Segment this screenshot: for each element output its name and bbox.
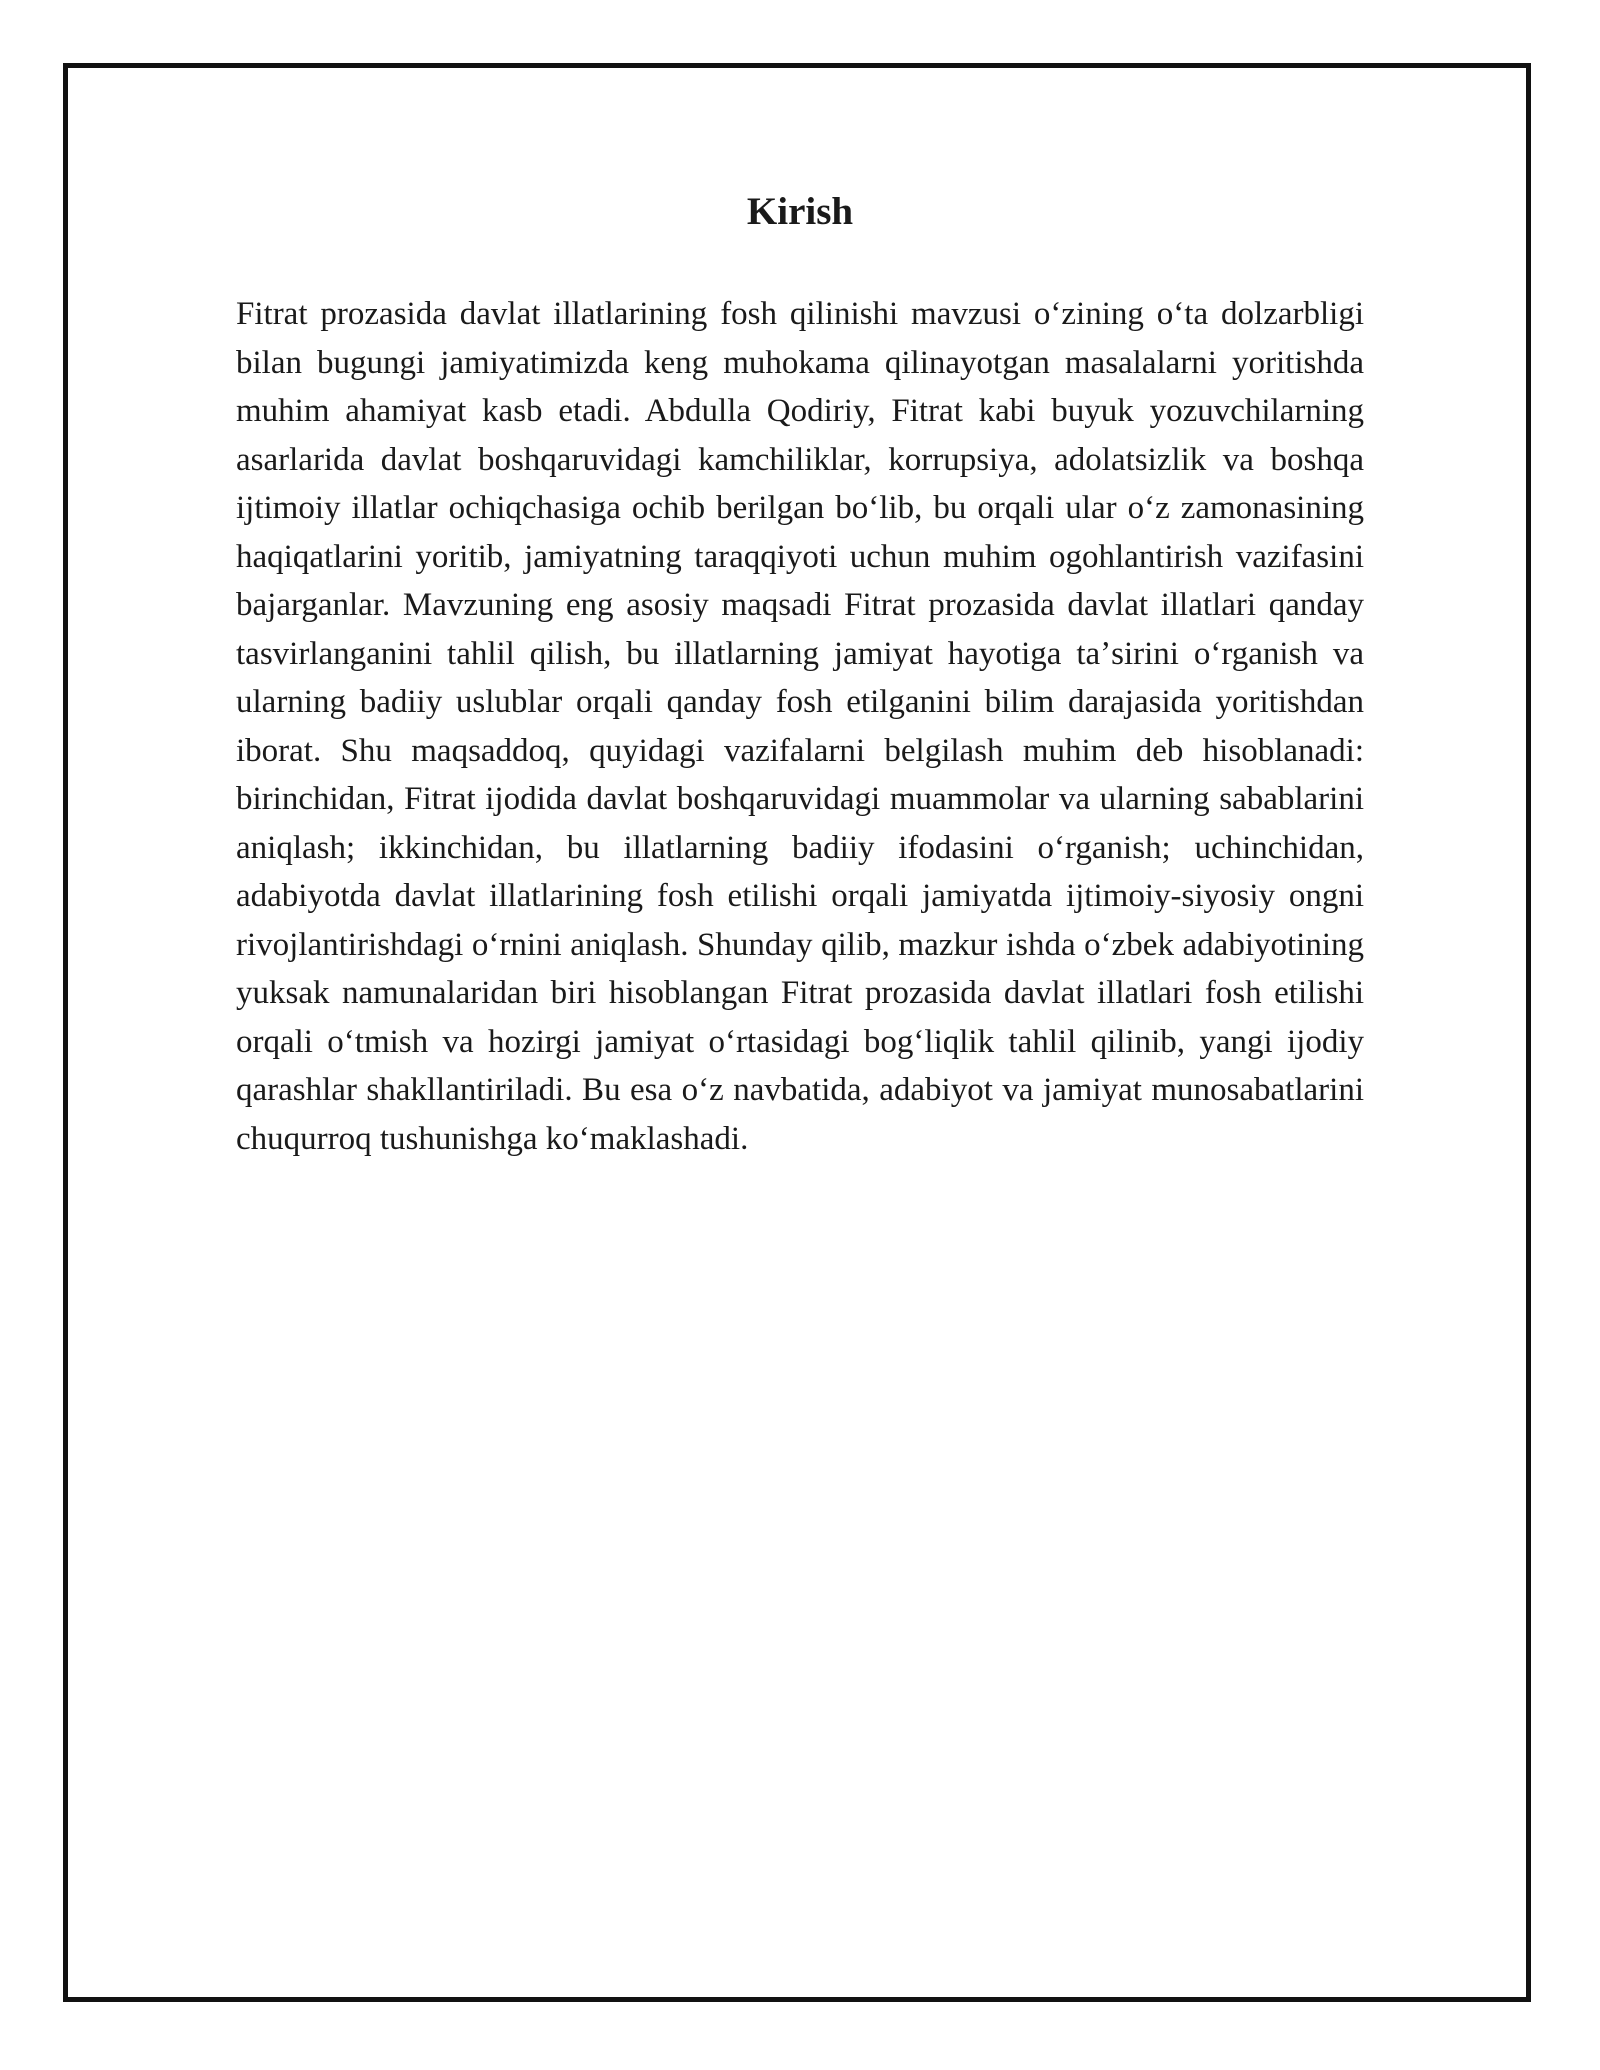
page-title: Kirish — [746, 190, 854, 233]
body-paragraph: Fitrat prozasida davlat illatlarining fosh qilinishi mavzusi oʻzining oʻta dolzarbligi bilan bugungi jamiyatimizda keng muhokama qilinayotgan masalalarni yoritishda muhim ahamiyat kasb etadi. Abdulla Qodiriy, Fitrat kabi buyuk yozuvchilarning asarlarida davlat boshqaruvidagi kamchiliklar, korrupsiya, adolatsizlik va boshqa ijtimoiy illatlar ochiqchasiga ochib berilgan boʻlib, bu orqali ular oʻz zamonasining haqiqatlarini yoritib, jamiyatning taraqqiyoti uchun muhim ogohlantirish vazifasini bajarganlar. Mavzuning eng asosiy maqsadi Fitrat prozasida davlat illatlari qanday tasvirlanganini tahlil qilish, bu illatlarning jamiyat hayotiga taʼsirini oʻrganish va ularning badiiy uslublar orqali qanday fosh etilganini bilim darajasida yoritishdan iborat. Shu maqsaddoq, quyidagi vazifalarni belgilash muhim deb hisoblanadi: birinchidan, Fitrat ijodida davlat boshqaruvidagi muammolar va ularning sabablarini aniqlash; ikkinchidan, bu illatlarning badiiy ifodasini oʻrganish; uchinchidan, adabiyotda davlat illatlarining fosh etilishi orqali jamiyatda ijtimoiy-siyosiy ongni rivojlantirishdagi oʻrnini aniqlash. Shunday qilib, mazkur ishda oʻzbek adabiyotining yuksak namunalaridan biri hisoblangan Fitrat prozasida davlat illatlari fosh etilishi orqali oʻtmish va hozirgi jamiyat oʻrtasidagi bogʻliqlik tahlil qilinib, yangi ijodiy qarashlar shakllantiriladi. Bu esa oʻz navbatida, adabiyot va jamiyat munosabatlarini chuqurroq tushunishga koʻmaklashadi. — [236, 296, 1364, 1157]
